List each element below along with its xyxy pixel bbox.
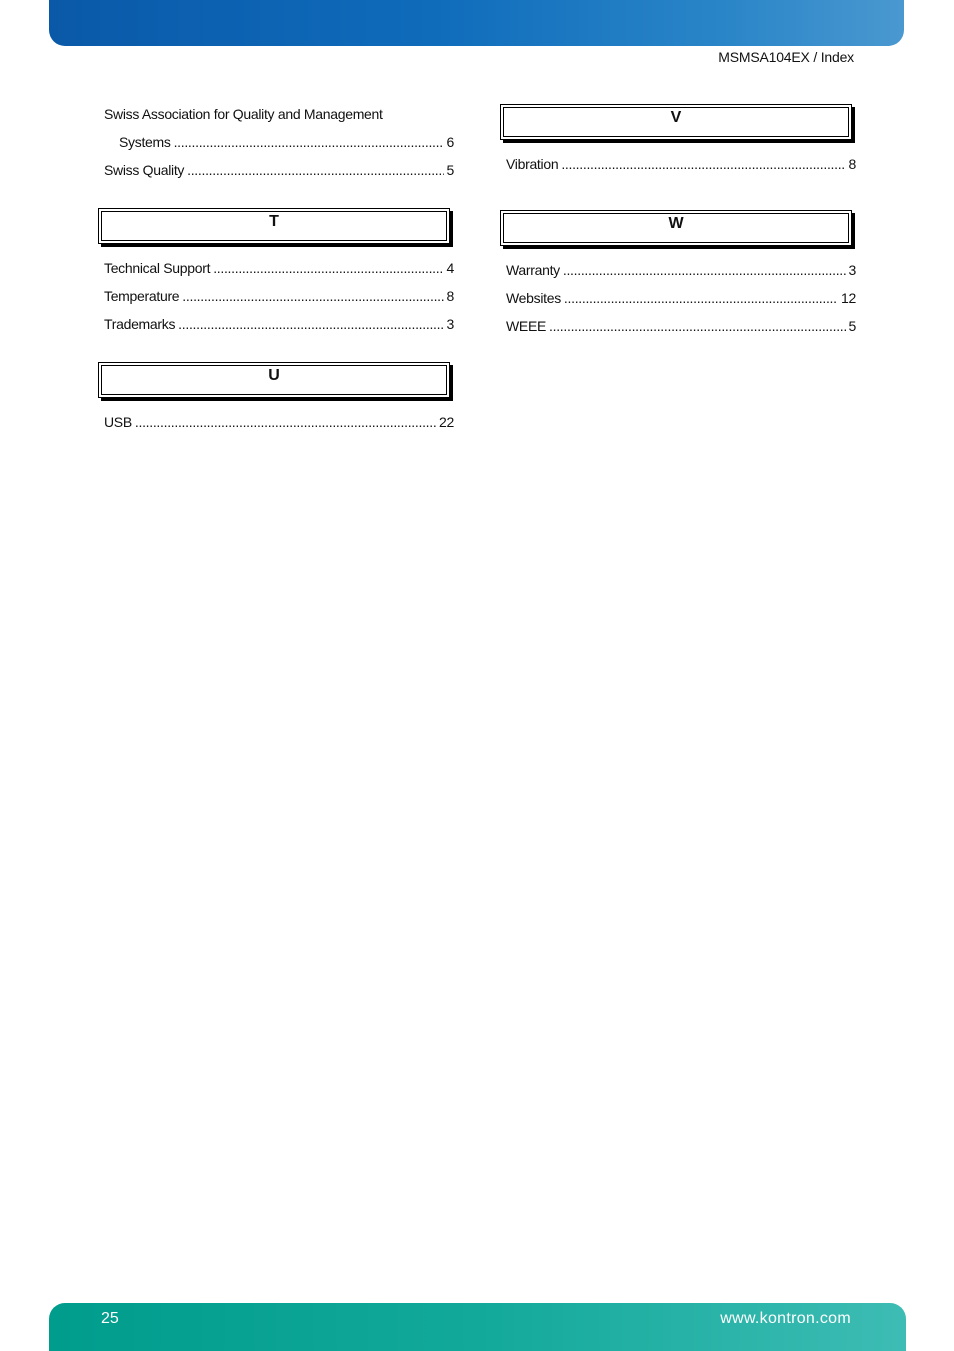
leader-dots: [174, 128, 444, 156]
index-entry: Vibration ..... 8: [506, 150, 856, 178]
section-letter-u: U: [98, 362, 450, 398]
document-title: MSMSA104EX / Index: [718, 49, 854, 65]
index-column-right: [506, 104, 856, 340]
index-entry: USB ..... 22: [104, 408, 454, 436]
leader-dots: [135, 408, 436, 436]
leader-dots: [549, 312, 845, 340]
index-entry: Warranty ..... 3: [506, 256, 856, 284]
index-entry: Systems ..... 6: [104, 128, 454, 156]
header-bar: [49, 0, 904, 46]
leader-dots: [564, 284, 838, 312]
section-letter-v: V: [500, 104, 852, 140]
index-entry: Technical Support ..... 4: [104, 254, 454, 282]
index-entry: Swiss Quality ..... 5: [104, 156, 454, 184]
index-entry: Swiss Association for Quality and Management: [104, 106, 383, 122]
section-letter-w: W: [500, 210, 852, 246]
leader-dots: [187, 156, 443, 184]
page-number: 25: [101, 1310, 119, 1327]
index-entry: Websites ..... 12: [506, 284, 856, 312]
index-entry: Trademarks ..... 3: [104, 310, 454, 338]
leader-dots: [213, 254, 443, 282]
leader-dots: [182, 282, 443, 310]
index-entry: Temperature ..... 8: [104, 282, 454, 310]
leader-dots: [178, 310, 443, 338]
leader-dots: [563, 256, 846, 284]
leader-dots: [561, 150, 845, 178]
index-column-left: [104, 100, 454, 436]
index-entry: WEEE ..... 5: [506, 312, 856, 340]
section-letter-t: T: [98, 208, 450, 244]
footer-bar: [49, 1303, 906, 1351]
website-link[interactable]: www.kontron.com: [720, 1310, 851, 1327]
